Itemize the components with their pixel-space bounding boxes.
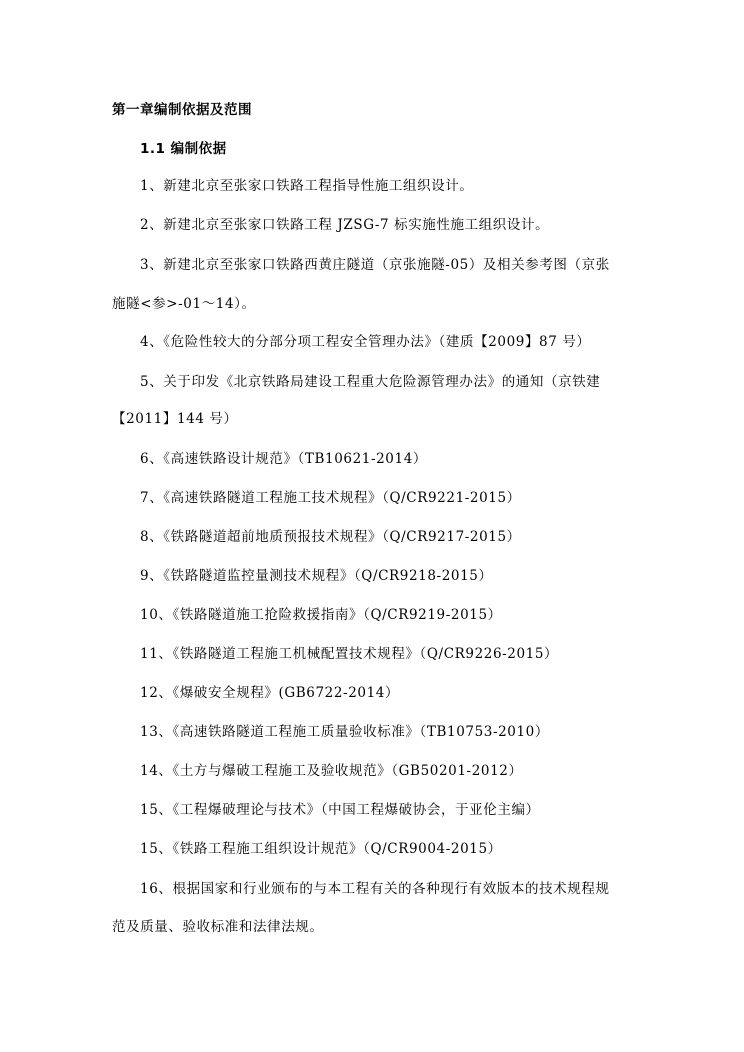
basis-item-16-continued: 范及质量、验收标准和法律法规。 (112, 919, 324, 935)
basis-item-15b: 15、《铁路工程施工组织设计规范》（Q/CR9004-2015） (140, 841, 502, 857)
chapter-title: 第一章编制依据及范围 (112, 102, 252, 118)
basis-item-6: 6、《高速铁路设计规范》（TB10621-2014） (140, 451, 427, 467)
section-title: 1.1 编制依据 (140, 141, 227, 157)
basis-item-12: 12、《爆破安全规程》(GB6722-2014） (140, 685, 400, 701)
basis-item-14: 14、《土方与爆破工程施工及验收规范》（GB50201-2012） (140, 763, 523, 779)
basis-item-3: 3、新建北京至张家口铁路西黄庄隧道（京张施隧-05）及相关参考图（京张 (140, 257, 610, 273)
basis-item-13: 13、《高速铁路隧道工程施工质量验收标准》（TB10753-2010） (140, 724, 549, 740)
basis-item-7: 7、《高速铁路隧道工程施工技术规程》（Q/CR9221-2015） (140, 490, 521, 506)
basis-item-11: 11、《铁路隧道工程施工机械配置技术规程》（Q/CR9226-2015） (140, 646, 559, 662)
basis-item-10: 10、《铁路隧道施工抢险救援指南》（Q/CR9219-2015） (140, 607, 502, 623)
basis-item-5: 5、关于印发《北京铁路局建设工程重大危险源管理办法》的通知（京铁建 (140, 374, 601, 390)
basis-item-8: 8、《铁路隧道超前地质预报技术规程》（Q/CR9217-2015） (140, 529, 521, 545)
basis-item-5-continued: 【2011】144 号） (112, 411, 238, 427)
basis-item-4: 4、《危险性较大的分部分项工程安全管理办法》（建质【2009】87 号） (140, 334, 591, 350)
basis-item-9: 9、《铁路隧道监控量测技术规程》（Q/CR9218-2015） (140, 568, 493, 584)
basis-item-3-continued: 施隧<参>-01～14）。 (112, 296, 256, 312)
basis-item-15a: 15、《工程爆破理论与技术》（中国工程爆破协会，于亚伦主编） (140, 802, 540, 818)
basis-item-16: 16、根据国家和行业颁布的与本工程有关的各种现行有效版本的技术规程规 (140, 881, 610, 897)
basis-item-2: 2、新建北京至张家口铁路工程 JZSG-7 标实施性施工组织设计。 (140, 217, 550, 233)
basis-item-1: 1、新建北京至张家口铁路工程指导性施工组织设计。 (140, 178, 474, 194)
